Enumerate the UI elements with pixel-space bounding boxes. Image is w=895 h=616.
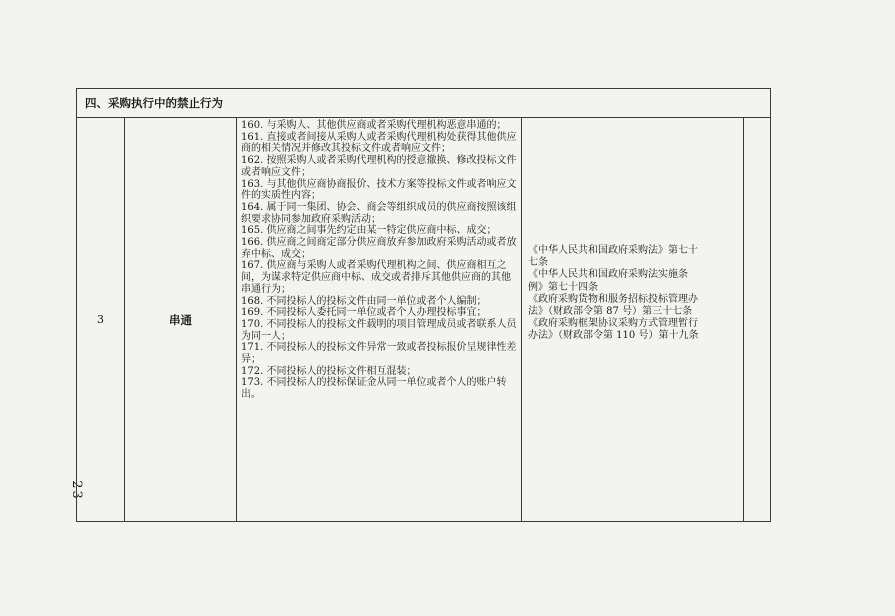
list-item: 169. 不同投标人委托同一单位或者个人办理投标事宜； — [241, 307, 487, 319]
list-item: 162. 按照采购人或者采购代理机构的授意撤换、修改投标文件或者响应文件； — [241, 155, 517, 178]
row-category: 串通 — [125, 118, 237, 521]
row-description — [237, 118, 522, 521]
list-item: 165. 供应商之间事先约定由某一特定供应商中标、成交； — [241, 225, 497, 237]
section-title: 四、采购执行中的禁止行为 — [77, 89, 770, 118]
row-legal-basis — [522, 118, 744, 521]
table-row — [77, 118, 770, 521]
list-item: 164. 属于同一集团、协会、商会等组织成员的供应商按照该组织要求协同参加政府采购活动； — [241, 201, 517, 225]
legal-basis-line: 《中华人民共和国政府采购法》第七十 — [528, 245, 698, 256]
list-item: 167. 供应商与采购人或者采购代理机构之间、供应商相互之间，为谋求特定供应商中标、成交或者排斥其他供应商的其他串通行为； — [241, 260, 511, 295]
list-item: 170. 不同投标人的投标文件载明的项目管理成员或者联系人员为同一人； — [241, 318, 517, 342]
list-item: 161. 直接或者间接从采购人或者采购代理机构处获得其他供应商的相关情况并修改其投标文件或者响应文件； — [241, 131, 517, 155]
list-item: 166. 供应商之间商定部分供应商放弃参加政府采购活动或者放弃中标、成交； — [241, 237, 517, 260]
list-item: 168. 不同投标人的投标文件由同一单位或者个人编制； — [241, 295, 487, 307]
row-number: 3 — [77, 118, 125, 521]
page-number-text: — 23 — — [68, 458, 84, 522]
list-item: 160. 与采购人、其他供应商或者采购代理机构恶意串通的； — [241, 120, 507, 131]
list-item: 171. 不同投标人的投标文件异常一致或者投标报价呈规律性差异； — [241, 342, 517, 366]
list-item: 173. 不同投标人的投标保证金从同一单位或者个人的账户转出。 — [241, 377, 507, 401]
legal-basis-line: 例》第七十四条 — [528, 281, 598, 293]
list-item: 163. 与其他供应商协商报价、技术方案等投标文件或者响应文件的实质性内容； — [241, 178, 517, 202]
legal-basis-line: 法》（财政部令第 87 号）第三十七条 — [528, 306, 693, 318]
legal-basis-line: 《政府采购货物和服务招标投标管理办 — [528, 293, 698, 305]
row-remarks — [744, 118, 770, 521]
list-item: 172. 不同投标人的投标文件相互混装； — [241, 365, 417, 377]
legal-basis-line: 七条 — [528, 257, 548, 269]
legal-basis-line: 《中华人民共和国政府采购法实施条 — [528, 269, 688, 281]
prohibited-behavior-table — [76, 88, 771, 522]
legal-basis-line: 办法》（财政部令第 110 号）第十九条 — [528, 330, 699, 342]
legal-basis-line: 《政府采购框架协议采购方式管理暂行 — [528, 318, 698, 330]
